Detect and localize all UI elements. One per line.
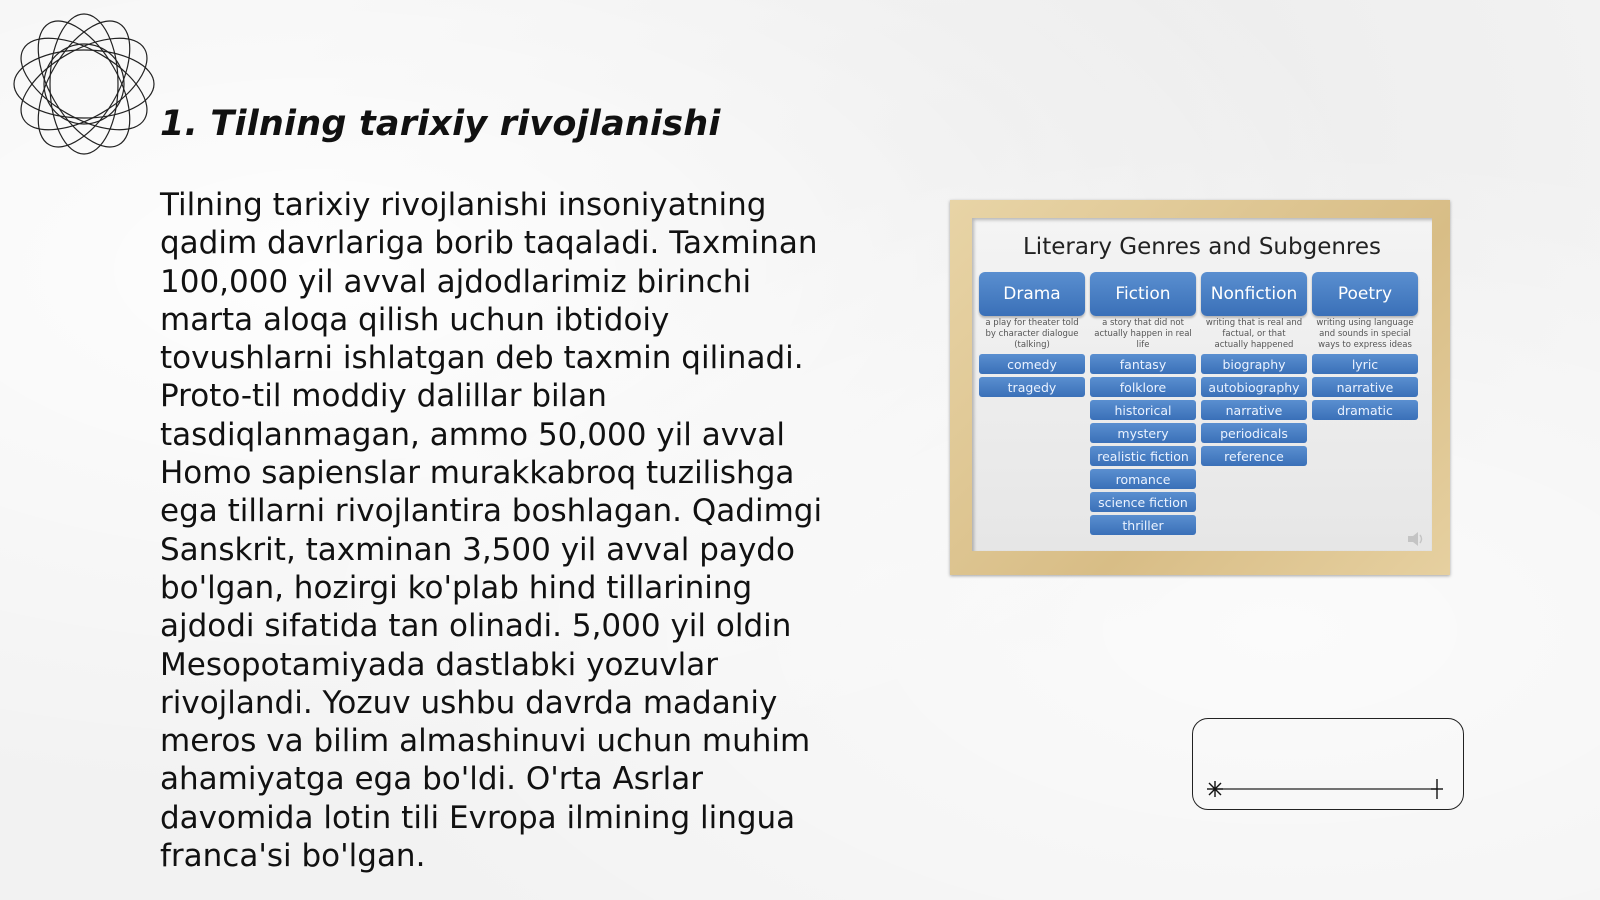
- sparkle-line: [1193, 719, 1465, 811]
- subgenre-pill: narrative: [1201, 400, 1307, 420]
- subgenre-pill: folklore: [1090, 377, 1196, 397]
- genre-description: a play for theater told by character dialogue (talking): [985, 318, 1079, 350]
- genre-description: a story that did not actually happen in real life: [1094, 318, 1192, 350]
- subgenre-pill: thriller: [1090, 515, 1196, 535]
- genre-column-poetry: [1312, 272, 1418, 423]
- subgenre-pill: narrative: [1312, 377, 1418, 397]
- subgenre-pill: realistic fiction: [1090, 446, 1196, 466]
- speaker-icon: [1406, 531, 1426, 547]
- interlaced-circles-icon: [10, 10, 158, 158]
- slide-title: 1. Tilning tarixiy rivojlanishi: [160, 104, 721, 144]
- subgenre-pill: periodicals: [1201, 423, 1307, 443]
- subgenre-pill: comedy: [979, 354, 1085, 374]
- subgenre-pill: reference: [1201, 446, 1307, 466]
- body-paragraph: Tilning tarixiy rivojlanishi insoniyatning qadim davrlariga borib taqaladi. Taxminan 100,000 yil avval ajdodlarimiz birinchi marta aloqa qilish uchun ibtidoiy tovushlarni ishlatgan deb taxmin qilinadi. Proto-til moddiy dalillar bilan tasdiqlanmagan, ammo 50,000 yil avval Homo sapienslar murakkabroq tuzilishga ega tillarni rivojlantira boshlagan. Qadimgi Sanskrit, taxminan 3,500 yil avval paydo bo'lgan, hozirgi ko'plab hind tillarining ajdodi sifatida tan olinadi. 5,000 yil oldin Mesopotamiyada dastlabki yozuvlar rivojlandi. Yozuv ushbu davrda madaniy meros va bilim almashinuvi uchun muhim ahamiyatga ega bo'ldi. O'rta Asrlar davomida lotin tili Evropa ilmining lingua franca'si bo'lgan.: [160, 187, 823, 875]
- literary-genres-image: [950, 200, 1450, 575]
- genre-column-fiction: [1090, 272, 1196, 538]
- genre-column-nonfiction: [1201, 272, 1307, 469]
- sparkle-icon: [1207, 781, 1223, 797]
- subgenre-pill: tragedy: [979, 377, 1085, 397]
- genre-column-drama: [979, 272, 1085, 400]
- genre-description: writing using language and sounds in special ways to express ideas: [1316, 318, 1414, 350]
- subgenre-pill: autobiography: [1201, 377, 1307, 397]
- subgenre-pill: dramatic: [1312, 400, 1418, 420]
- subgenre-pill: mystery: [1090, 423, 1196, 443]
- genre-heading: Poetry: [1312, 272, 1418, 316]
- subgenre-pill: fantasy: [1090, 354, 1196, 374]
- genre-heading: Fiction: [1090, 272, 1196, 316]
- subgenre-pill: romance: [1090, 469, 1196, 489]
- subgenre-pill: lyric: [1312, 354, 1418, 374]
- board-title: Literary Genres and Subgenres: [1022, 234, 1382, 260]
- genre-description: writing that is real and factual, or that actually happened: [1205, 318, 1303, 350]
- sparkle-icon: [1431, 779, 1443, 799]
- board-surface: [972, 218, 1432, 551]
- subgenre-pill: science fiction: [1090, 492, 1196, 512]
- subgenre-pill: historical: [1090, 400, 1196, 420]
- genre-heading: Nonfiction: [1201, 272, 1307, 316]
- subgenre-pill: biography: [1201, 354, 1307, 374]
- genre-heading: Drama: [979, 272, 1085, 316]
- decorative-frame: [1192, 718, 1464, 810]
